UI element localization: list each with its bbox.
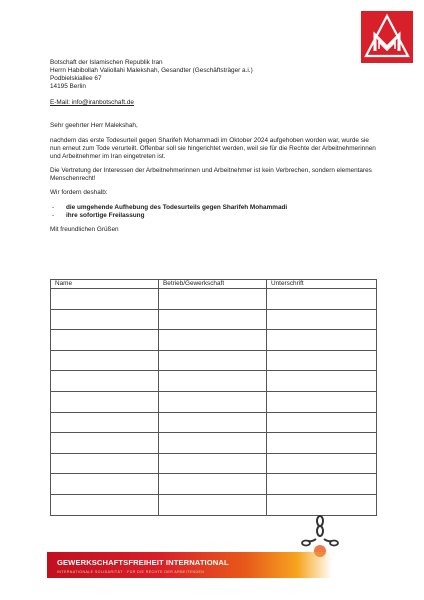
- table-row: [51, 453, 377, 474]
- organization-cell[interactable]: [159, 453, 267, 474]
- organization-cell[interactable]: [159, 474, 267, 495]
- signature-cell[interactable]: [267, 474, 377, 495]
- organization-cell[interactable]: [159, 330, 267, 351]
- name-cell[interactable]: [51, 309, 159, 330]
- table-row: [51, 494, 377, 515]
- signature-cell[interactable]: [267, 289, 377, 310]
- table-row: [51, 433, 377, 454]
- demand-item: - ihre sofortige Freilassung: [52, 212, 145, 220]
- organization-cell[interactable]: [159, 494, 267, 515]
- signature-cell[interactable]: [267, 309, 377, 330]
- name-cell[interactable]: [51, 391, 159, 412]
- signature-cell[interactable]: [267, 350, 377, 371]
- paragraph-2: Die Vertretung der Interessen der Arbeitnehmerinnen und Arbeitnehmer ist kein Verbrechen, sondern elementares Menschenrecht!: [50, 166, 372, 182]
- name-cell[interactable]: [51, 474, 159, 495]
- organization-cell[interactable]: [159, 371, 267, 392]
- table-row: [51, 412, 377, 433]
- name-cell[interactable]: [51, 494, 159, 515]
- signature-cell[interactable]: [267, 412, 377, 433]
- demand-intro: Wir fordern deshalb:: [50, 189, 108, 197]
- table-row: [51, 350, 377, 371]
- signature-cell[interactable]: [267, 453, 377, 474]
- name-cell[interactable]: [51, 350, 159, 371]
- email-link[interactable]: E-Mail: info@iranbotschaft.de: [50, 99, 134, 107]
- signature-table: [50, 279, 377, 516]
- address-line: Podbielskiallee 67: [50, 75, 102, 83]
- demand-item: - die umgehende Aufhebung des Todesurteils gegen Sharifeh Mohammadi: [52, 204, 288, 212]
- name-cell[interactable]: [51, 330, 159, 351]
- name-cell[interactable]: [51, 289, 159, 310]
- name-cell[interactable]: [51, 412, 159, 433]
- closing: Mit freundlichen Grüßen: [50, 226, 119, 234]
- signature-cell[interactable]: [267, 391, 377, 412]
- column-header-signature: Unterschrift: [267, 280, 377, 289]
- name-cell[interactable]: [51, 371, 159, 392]
- signature-cell[interactable]: [267, 494, 377, 515]
- ig-metall-logo-icon: [361, 11, 413, 63]
- signature-cell[interactable]: [267, 433, 377, 454]
- recipient-address: [50, 59, 380, 91]
- address-line: Herrn Habibollah Valiollahi Malekshah, Gesandter (Geschäftsträger a.i.): [50, 67, 253, 75]
- table-header-row: [51, 280, 377, 289]
- organization-cell[interactable]: [159, 391, 267, 412]
- organization-cell[interactable]: [159, 412, 267, 433]
- table-row: [51, 309, 377, 330]
- table-row: [51, 371, 377, 392]
- address-line: 14195 Berlin: [50, 83, 86, 91]
- letter-body: [50, 59, 380, 234]
- column-header-organization: Betrieb/Gewerkschaft: [159, 280, 267, 289]
- address-line: Botschaft der Islamischen Republik Iran: [50, 59, 163, 66]
- banner-subtitle: INTERNATIONALE SOLIDARITÄT · FÜR DIE RECHTE DER ARBEITENDEN: [57, 570, 205, 574]
- table-row: [51, 391, 377, 412]
- demand-list: [50, 204, 380, 220]
- paragraph-1: nachdem das erste Todesurteil gegen Sharifeh Mohammadi im Oktober 2024 aufgehoben worden war, wurde sie nun erneut zum Tode verurteilt. Offenbar soll sie hingerichtet werden, weil sie für die Rechte der Arbeitnehmerinnen und Arbeitnehmer im Iran eingetreten ist.: [50, 136, 376, 160]
- table-row: [51, 474, 377, 495]
- table-row: [51, 289, 377, 310]
- footer-banner: [47, 552, 332, 578]
- salutation: Sehr geehrter Herr Malekshah,: [50, 122, 138, 130]
- organization-cell[interactable]: [159, 433, 267, 454]
- organization-cell[interactable]: [159, 309, 267, 330]
- signature-cell[interactable]: [267, 330, 377, 351]
- organization-cell[interactable]: [159, 289, 267, 310]
- organization-cell[interactable]: [159, 350, 267, 371]
- name-cell[interactable]: [51, 453, 159, 474]
- banner-title: GEWERKSCHAFTSFREIHEIT INTERNATIONAL: [57, 558, 229, 567]
- name-cell[interactable]: [51, 433, 159, 454]
- table-row: [51, 330, 377, 351]
- signature-cell[interactable]: [267, 371, 377, 392]
- column-header-name: Name: [51, 280, 159, 289]
